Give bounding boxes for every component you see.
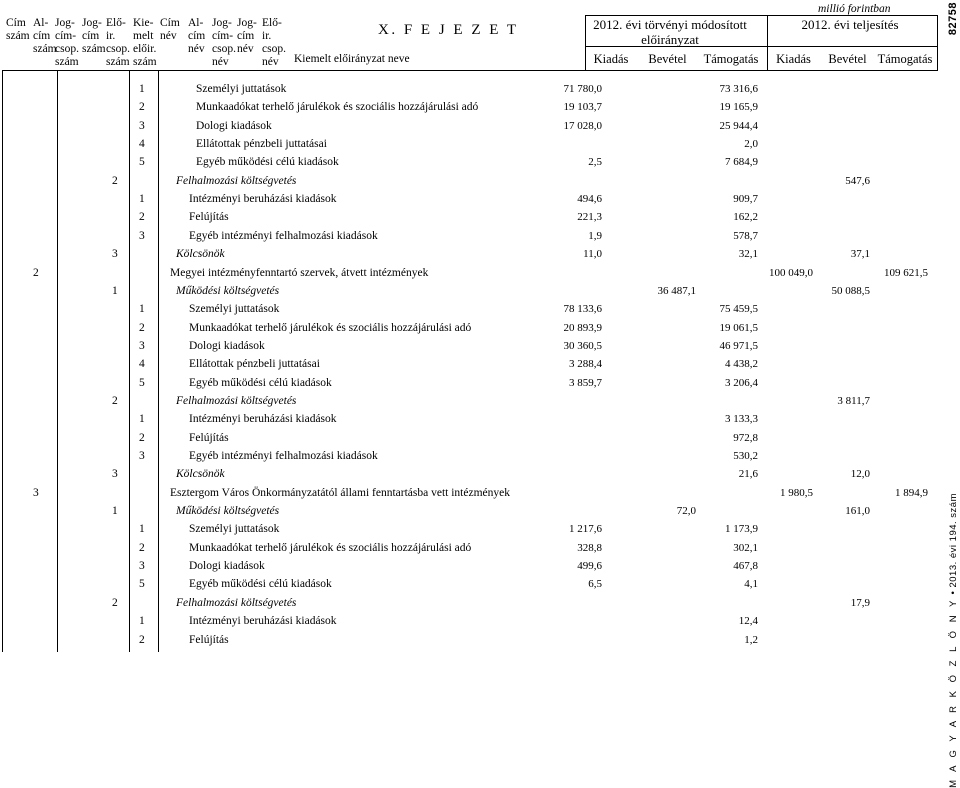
jogcimcsop-szam-cell: 1	[112, 284, 118, 297]
header-text: Elő-	[262, 17, 282, 29]
value-cell: 17 028,0	[563, 119, 602, 132]
header-text: Elő-	[106, 17, 126, 29]
eloircsop-szam-cell: 5	[139, 156, 145, 169]
header-rule	[585, 15, 937, 16]
header-text: cím-	[55, 30, 77, 42]
table-row	[0, 227, 940, 245]
header-rule	[585, 46, 937, 47]
table-row	[0, 594, 940, 612]
eloircsop-szam-cell: 3	[139, 450, 145, 462]
header-text: szám	[33, 43, 57, 55]
col-kiadas-2: Kiadás	[776, 52, 811, 66]
table-row	[0, 190, 940, 208]
value-cell: 21,6	[738, 468, 758, 481]
group-header-text: előirányzat	[641, 32, 699, 47]
item-name-cell: Személyi juttatások	[189, 303, 280, 316]
value-cell: 11,0	[583, 248, 602, 261]
item-name-cell: Egyéb működési célú kiadások	[189, 578, 332, 591]
table-row	[0, 484, 940, 502]
header-text: név	[188, 43, 205, 55]
value-cell: 4,1	[744, 578, 758, 591]
header-text: szám	[6, 30, 30, 42]
value-cell: 499,6	[577, 560, 602, 573]
header-text: szám	[55, 56, 79, 68]
header-vrule	[767, 15, 768, 70]
item-name-cell: Intézményi beruházási kiadások	[189, 615, 337, 628]
col-kiadas-1: Kiadás	[593, 52, 629, 66]
value-cell: 100 049,0	[769, 266, 813, 279]
table-row	[0, 319, 940, 337]
header-text: cím	[33, 30, 51, 42]
header-text: szám	[82, 43, 106, 55]
item-name-cell: Egyéb működési célú kiadások	[196, 156, 339, 169]
header-col-eloircsop-nev	[262, 17, 286, 69]
value-cell: 1 980,5	[780, 486, 813, 499]
jogcimcsop-szam-cell: 1	[112, 505, 118, 518]
item-name-cell: Esztergom Város Önkormányzatától állami fenntartásba vett intézmények	[170, 486, 510, 499]
item-name-cell: Kölcsönök	[176, 248, 225, 261]
value-cell: 1 894,9	[895, 486, 928, 499]
header-text: ir.	[106, 30, 116, 42]
value-cell: 30 360,5	[563, 339, 602, 352]
eloircsop-szam-cell: 3	[139, 229, 145, 242]
header-text: előir.	[133, 43, 157, 55]
item-name-cell: Felújítás	[189, 633, 229, 646]
header-text: csop.	[212, 43, 236, 55]
header-text: Cím	[6, 17, 26, 29]
table-row	[0, 374, 940, 392]
item-name-cell: Egyéb intézményi felhalmozási kiadások	[189, 229, 378, 242]
item-name-cell: Dologi kiadások	[189, 339, 265, 352]
item-name-cell: Megyei intézményfenntartó szervek, átvett intézmények	[170, 266, 429, 279]
group-header-text: 2012. évi törvényi módosított	[593, 17, 747, 32]
item-name-cell: Munkaadókat terhelő járulékok és szociális hozzájárulási adó	[196, 101, 479, 114]
value-cell: 494,6	[577, 193, 602, 206]
eloircsop-szam-cell: 1	[139, 193, 145, 206]
kiemelt-header: Kiemelt előirányzat neve	[294, 53, 410, 65]
header-text: szám	[106, 56, 130, 68]
value-cell: 75 459,5	[719, 303, 758, 316]
item-name-cell: Egyéb működési célú kiadások	[189, 376, 332, 389]
value-cell: 17,9	[850, 596, 870, 609]
value-cell: 71 780,0	[563, 83, 602, 95]
item-name-cell: Felújítás	[189, 431, 229, 444]
value-cell: 37,1	[850, 248, 870, 261]
header-col-jogcim-szam	[82, 17, 106, 56]
value-cell: 12,0	[850, 468, 870, 481]
header-text: név	[160, 30, 177, 42]
header-text: Jog-	[82, 17, 102, 29]
table-row	[0, 245, 940, 263]
header-text: melt	[133, 30, 154, 42]
page-number: 82758	[947, 2, 959, 36]
col-bevetel-2: Bevétel	[828, 52, 867, 66]
col-bevetel-1: Bevétel	[648, 52, 687, 66]
value-cell: 78 133,6	[563, 303, 602, 316]
col-tamogatas-1: Támogatás	[703, 52, 759, 66]
header-text: név	[262, 56, 279, 68]
header-col-alcim-szam	[33, 17, 57, 56]
value-cell: 909,7	[733, 193, 758, 206]
header-text: cím	[188, 30, 206, 42]
sidebar-publication	[948, 493, 959, 788]
table-row	[0, 575, 940, 593]
item-name-cell: Felújítás	[189, 211, 229, 224]
header-text: név	[212, 56, 229, 68]
table-row	[0, 502, 940, 520]
value-cell: 2,0	[744, 138, 758, 151]
header-bottom-rule	[2, 70, 938, 71]
header-text: csop.	[106, 43, 130, 55]
header-text: név	[237, 43, 254, 55]
eloircsop-szam-cell: 2	[139, 431, 145, 444]
table-row	[0, 264, 940, 282]
header-col-kiemelt-szam	[133, 17, 157, 69]
table-row	[0, 410, 940, 428]
value-cell: 109 621,5	[884, 266, 928, 279]
chapter-title: X. F E J E Z E T	[378, 22, 519, 38]
value-cell: 221,3	[577, 211, 602, 224]
value-cell: 161,0	[845, 505, 870, 518]
item-name-cell: Személyi juttatások	[189, 523, 280, 536]
value-cell: 36 487,1	[657, 284, 696, 297]
value-cell: 20 893,9	[563, 321, 602, 334]
table-row	[0, 355, 940, 373]
eloircsop-szam-cell: 1	[139, 83, 145, 95]
value-cell: 1 173,9	[725, 523, 758, 536]
eloircsop-szam-cell: 1	[139, 303, 145, 316]
value-cell: 6,5	[588, 578, 602, 591]
table-row	[0, 557, 940, 575]
value-cell: 19 103,7	[563, 101, 602, 114]
group-header-text: 2012. évi teljesítés	[801, 17, 899, 32]
value-cell: 3 206,4	[725, 376, 758, 389]
value-cell: 1,9	[588, 229, 602, 242]
value-cell: 32,1	[738, 248, 758, 261]
table-row	[0, 612, 940, 630]
item-name-cell: Felhalmozási költségvetés	[176, 174, 297, 187]
table-row	[0, 392, 940, 410]
header-text: Al-	[33, 17, 49, 29]
item-name-cell: Dologi kiadások	[196, 119, 272, 132]
item-name-cell: Munkaadókat terhelő járulékok és szociális hozzájárulási adó	[189, 541, 472, 554]
eloircsop-szam-cell: 1	[139, 615, 145, 628]
sidebar-separator: •	[948, 587, 959, 595]
value-cell: 2,5	[588, 156, 602, 169]
jogcimcsop-szam-cell: 2	[112, 596, 118, 609]
value-cell: 302,1	[733, 541, 758, 554]
table-row	[0, 172, 940, 190]
jogcimcsop-szam-cell: 3	[112, 248, 118, 261]
jogcimcsop-szam-cell: 2	[112, 174, 118, 187]
item-name-cell: Felhalmozási költségvetés	[176, 394, 297, 407]
unit-label: millió forintban	[818, 3, 891, 15]
table-row	[0, 98, 940, 116]
header-vrule	[585, 15, 586, 70]
value-cell: 530,2	[733, 450, 758, 462]
table-row	[0, 539, 940, 557]
table-row	[0, 117, 940, 135]
header-text: Al-	[188, 17, 204, 29]
eloircsop-szam-cell: 4	[139, 358, 145, 371]
eloircsop-szam-cell: 2	[139, 541, 145, 554]
item-name-cell: Egyéb intézményi felhalmozási kiadások	[189, 450, 378, 462]
value-cell: 972,8	[733, 431, 758, 444]
table-row	[0, 520, 940, 538]
item-name-cell: Ellátottak pénzbeli juttatásai	[189, 358, 320, 371]
value-cell: 72,0	[676, 505, 696, 518]
eloircsop-szam-cell: 4	[139, 138, 145, 151]
header-col-cim-szam	[6, 17, 30, 43]
col-tamogatas-2: Támogatás	[877, 52, 933, 66]
item-name-cell: Működési költségvetés	[176, 284, 280, 297]
header-col-cim-nev	[160, 17, 180, 43]
header-col-alcim-nev	[188, 17, 205, 56]
group-header-modified	[590, 17, 750, 47]
item-name-cell: Intézményi beruházási kiadások	[189, 193, 337, 206]
value-cell: 7 684,9	[725, 156, 758, 169]
table-row	[0, 337, 940, 355]
eloircsop-szam-cell: 3	[139, 339, 145, 352]
eloircsop-szam-cell: 1	[139, 413, 145, 426]
table-row	[0, 429, 940, 447]
table-row	[0, 208, 940, 226]
header-col-jogcimcsop-nev	[212, 17, 236, 69]
header-vrule	[937, 15, 938, 70]
eloircsop-szam-cell: 2	[139, 211, 145, 224]
value-cell: 3 859,7	[569, 376, 602, 389]
sidebar-issue: 2013. évi 194. szám	[948, 493, 959, 588]
item-name-cell: Működési költségvetés	[176, 505, 280, 518]
value-cell: 3 133,3	[725, 413, 758, 426]
header-col-eloircsop-szam	[106, 17, 130, 69]
eloircsop-szam-cell: 5	[139, 376, 145, 389]
value-cell: 1 217,6	[569, 523, 602, 536]
header-text: Jog-	[237, 17, 257, 29]
sidebar-title: M A G Y A R K Ö Z L Ö N Y	[948, 597, 959, 788]
value-cell: 3 288,4	[569, 358, 602, 371]
cim-szam-cell: 3	[33, 486, 39, 499]
header-text: szám	[133, 56, 157, 68]
value-cell: 3 811,7	[837, 394, 870, 407]
eloircsop-szam-cell: 3	[139, 560, 145, 573]
header-text: Jog-	[55, 17, 75, 29]
header-text: cím-	[212, 30, 234, 42]
value-cell: 19 165,9	[719, 101, 758, 114]
value-cell: 467,8	[733, 560, 758, 573]
header-text: cím	[237, 30, 255, 42]
header-text: ir.	[262, 30, 272, 42]
item-name-cell: Intézményi beruházási kiadások	[189, 413, 337, 426]
group-header-actual	[780, 17, 920, 32]
jogcimcsop-szam-cell: 3	[112, 468, 118, 481]
item-name-cell: Személyi juttatások	[196, 83, 287, 95]
table-row	[0, 153, 940, 171]
table-row	[0, 465, 940, 483]
value-cell: 46 971,5	[719, 339, 758, 352]
value-cell: 25 944,4	[719, 119, 758, 132]
item-name-cell: Munkaadókat terhelő járulékok és szociális hozzájárulási adó	[189, 321, 472, 334]
value-cell: 73 316,6	[719, 83, 758, 95]
value-cell: 4 438,2	[725, 358, 758, 371]
eloircsop-szam-cell: 5	[139, 578, 145, 591]
cim-szam-cell: 2	[33, 266, 39, 279]
header-text: csop.	[55, 43, 79, 55]
eloircsop-szam-cell: 2	[139, 321, 145, 334]
header-text: Cím	[160, 17, 180, 29]
table-row	[0, 300, 940, 318]
item-name-cell: Dologi kiadások	[189, 560, 265, 573]
item-name-cell: Kölcsönök	[176, 468, 225, 481]
table-row	[0, 80, 940, 98]
table-row	[0, 631, 940, 649]
header-text: Jog-	[212, 17, 232, 29]
eloircsop-szam-cell: 2	[139, 101, 145, 114]
jogcimcsop-szam-cell: 2	[112, 394, 118, 407]
eloircsop-szam-cell: 3	[139, 119, 145, 132]
item-name-cell: Ellátottak pénzbeli juttatásai	[196, 138, 327, 151]
table-row	[0, 135, 940, 153]
item-name-cell: Felhalmozási költségvetés	[176, 596, 297, 609]
header-col-jogcimcsop-szam	[55, 17, 79, 69]
value-cell: 162,2	[733, 211, 758, 224]
table-row	[0, 282, 940, 300]
value-cell: 1,2	[744, 633, 758, 646]
header-text: cím	[82, 30, 100, 42]
table-row	[0, 447, 940, 465]
header-text: Kie-	[133, 17, 154, 29]
header-text: csop.	[262, 43, 286, 55]
eloircsop-szam-cell: 2	[139, 633, 145, 646]
value-cell: 547,6	[845, 174, 870, 187]
header-col-jogcim-nev	[237, 17, 257, 56]
value-cell: 50 088,5	[831, 284, 870, 297]
value-cell: 578,7	[733, 229, 758, 242]
value-cell: 12,4	[738, 615, 758, 628]
value-cell: 19 061,5	[719, 321, 758, 334]
value-cell: 328,8	[577, 541, 602, 554]
eloircsop-szam-cell: 1	[139, 523, 145, 536]
